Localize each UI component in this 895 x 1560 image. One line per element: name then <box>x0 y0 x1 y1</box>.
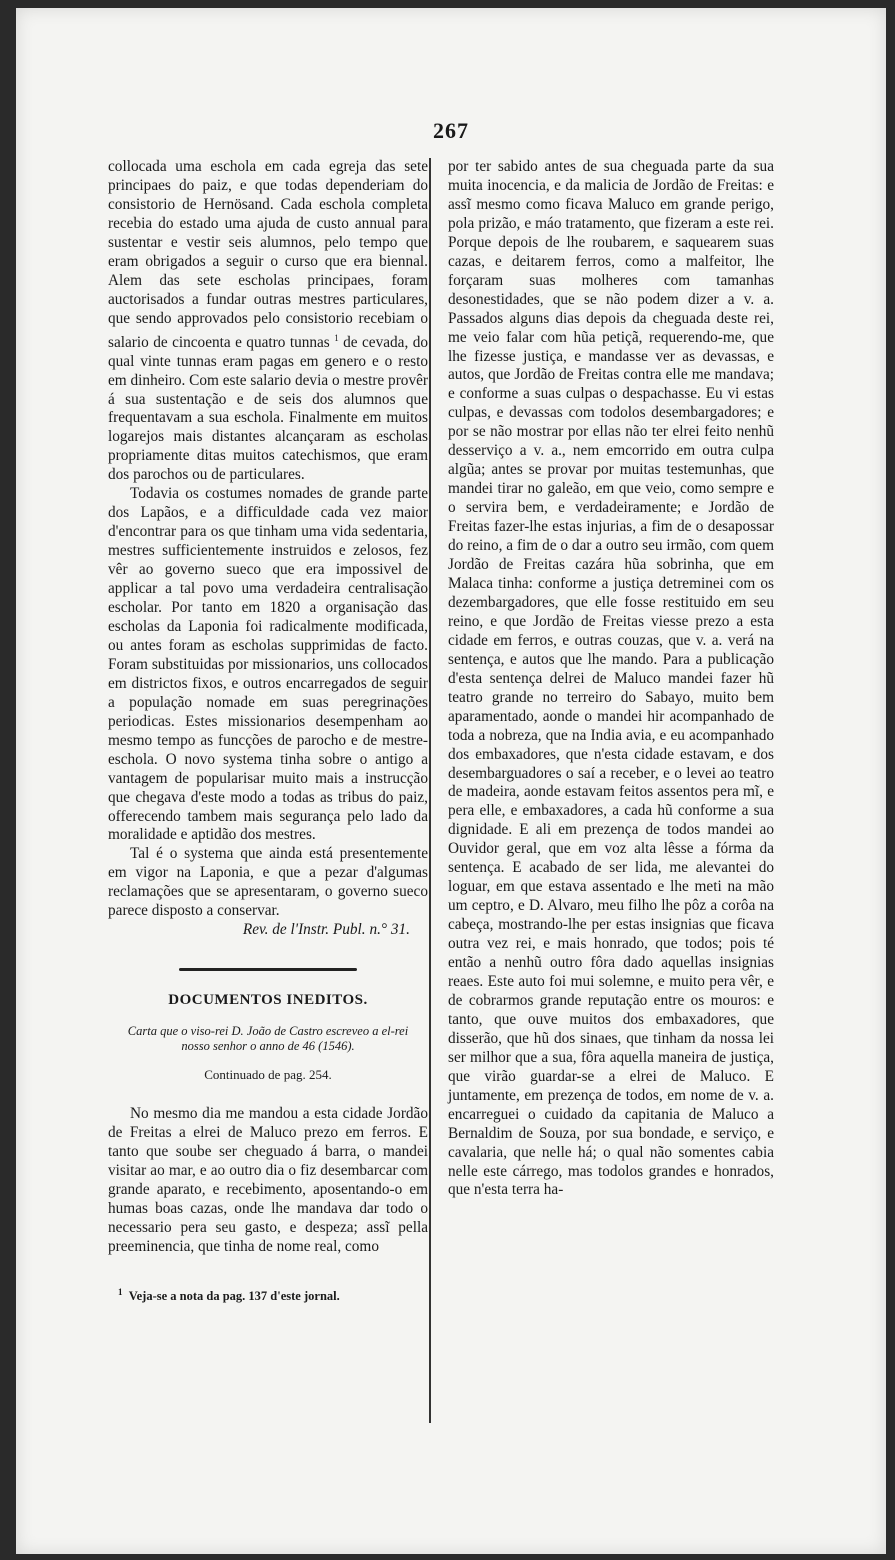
continuation-note: Continuado de pag. 254. <box>204 1067 332 1083</box>
left-paragraph: No mesmo dia me mandou a esta cidade Jordão de Freitas a elrei de Maluco prezo em ferros. E tanto que soube ser cheguado á barra, o mandei visitar ao mar, e ao outro dia o fiz desembarcar com grande aparato, e recebimento, aposentando-o em humas boas cazas, onde lhe mandava dar todo o necessario pera seu gasto, e despeza; assĩ pella preeminencia, que tinha de nome real, como <box>108 1105 428 1255</box>
left-paragraph: Todavia os costumes nomades de grande parte dos Lapãos, e a difficuldade cada vez maior d'encontrar para os que tinham uma vida sedentaria, mestres sufficientemente instruidos e zelosos, fez vêr ao governo sueco que era impossivel de applicar a tal povo uma verdadeira centralisação escholar. Por tanto em 1820 a organisação das escholas da Laponia foi radicalmente modificada, ou antes foram as escholas supprimidas de facto. Foram substituidas por missionarios, uns collocados em districtos fixos, e outros encarregados de seguir a população nomade em suas peregrinações periodicas. Estes missionarios desempenham ao mesmo tempo as funcções de parocho e de mestre-eschola. O novo systema tinha sobre o antigo a vantagem de popularisar muito mais a instrucção que chegava d'este modo a todas as tribus do paiz, offerecendo tambem mais segurança pelo lado da moralidade e aptidão dos mestres. <box>108 485 428 844</box>
letter-subtitle: Carta que o viso-rei D. João de Castro escreveo a el-rei nosso senhor o anno de 46 (1546). <box>127 1024 409 1054</box>
footnote-mark: 1 <box>118 1286 123 1297</box>
section-heading: DOCUMENTOS INEDITOS. <box>168 992 368 1009</box>
footnote-text: Veja-se a nota da pag. 137 d'este jornal. <box>128 1288 340 1303</box>
footnote-reference: 1 <box>334 332 339 343</box>
page-number: 267 <box>433 118 469 143</box>
footnote <box>108 1283 428 1306</box>
right-paragraph: por ter sabido antes de sua cheguada parte da sua muita inocencia, e da malicia de Jordão de Freitas: e assĩ mesmo como ficava Maluco em grande perigo, pola prizão, e máo tratamento, que fizeram a este rei. Porque depois de lhe roubarem, e saquearem suas cazas, e deitarem ferros, como a malfeitor, lhe forçaram suas molheres com tamanhas desonestidades, que se não podem dizer a v. a. Passados alguns dias depois da cheguada deste rei, me veio falar com hũa petiçã, requerendo-me, que lhe fizesse justiça, e mandasse ver as devassas, e autos, que Jordão de Freitas contra elle me mandava; e conforme a suas culpas o despachasse. Eu vi estas culpas, e devassas com todolos desembargadores; e por se não mostrar por ellas não ter elrei feito nenhũ desserviço a v. a., nem emcorrido em outra culpa algũa; antes se provar por muitas testemunhas, que mandei tirar no galeão, em que veio, como sempre e o servira bem, e verdadeiramente; e Jordão de Freitas fazer-lhe estas injurias, a fim de o desapossar do reino, a fim de o dar a outro seu irmão, com quem Jordão de Freitas cazára hũa sobrinha, que em Malaca tinha: conforme a justiça detreminei com os dezembargadores, que elle fosse restituido em seu reino, e que Jordão de Freitas viesse prezo a esta cidade em ferros, e outras couzas, que v. a. verá na sentença, e autos que lhe mando. Para a publicação d'esta sentença delrei de Maluco mandei fazer hũ teatro grande no terreiro do Sabayo, muito bem aparamentado, aonde o mandei hir acompanhado de toda a nobreza, que na India avia, e eu acompanhado dos embaxadores, que n'esta cidade estavam, e dos desembarguadores o saí a receber, e o levei ao teatro de madeira, aonde estavam feitos assentos pera mĩ, e pera elle, e embaxadores, a cada hũ conforme a sua dignidade. E ali em prezença de todos mandei ao Ouvidor geral, que em voz alta lêsse a fórma da sentença. E acabado de ser lida, me alevantei do loguar, em que estava assentado e lhe meti na mão um ceptro, e D. Alvaro, meu filho lhe pôz a corôa na cabeça, mostrando-lhe per estas insignias que ficava outra vez rei, e mais honrado, que todos; pois té então a nenhũ outro fôra dado aquellas insignias reaes. Este auto foi mui solemne, e muito pera vêr, e de cobrarmos grande reputação entre os mouros: e tanto, que ouve muitos dos embaxadores, que disserão, que hũ dos sinaes, que tinham da nossa lei ser milhor que a sua, fôra aquella maneira de justiça, que virão guardar-se a elrei de Maluco. E juntamente, em prezença de todos, em nome de v. a. encarreguei o cuidado da capitania de Maluco a Bernaldim de Souza, por sua bondade, e serviço, e cavalaria, que nelle há; o qual não somentes cabia nelle este cárrego, mas todolos grandes e honrados, que n'esta terra ha- <box>448 158 774 1199</box>
section-divider <box>179 968 357 971</box>
left-paragraph-1-end: de cevada, do qual vinte tunnas eram pagas em genero e o resto em dinheiro. Com este salario devia o mestre provêr á sua sustentação e de seis dos alumnos que frequentavam a sua eschola. Finalmente em muitos logarejos mais distantes alcançaram as escholas propriamente ditas muitos catechismos, que eram dos parochos ou de particulares. <box>108 333 428 484</box>
left-paragraph-1-text: collocada uma eschola em cada egreja das sete principaes do paiz, e que todas dependeriam do consistorio de Hernösand. Cada eschola completa recebia do estado uma ajuda de custo annual para sustentar e vestir seis alumnos, pelo tempo que eram obrigados a seguir o curso que era biennal. Alem das sete escholas principaes, foram auctorisados a fundar outras mestres particulares, que sendo approvados pelo consistorio recebiam o salario de cincoenta e quatro tunnas <box>108 158 428 351</box>
citation: Rev. de l'Instr. Publ. n.° 31. <box>242 921 410 939</box>
left-column <box>108 158 428 1306</box>
column-rule <box>429 158 431 1423</box>
left-paragraph <box>108 158 428 485</box>
page-sheet <box>16 8 886 1554</box>
right-column <box>448 158 774 1200</box>
left-paragraph: Tal é o systema que ainda está presentemente em vigor na Laponia, e que a pezar d'algumas reclamações que se apresentaram, o governo sueco parece disposto a conservar. <box>108 845 428 920</box>
